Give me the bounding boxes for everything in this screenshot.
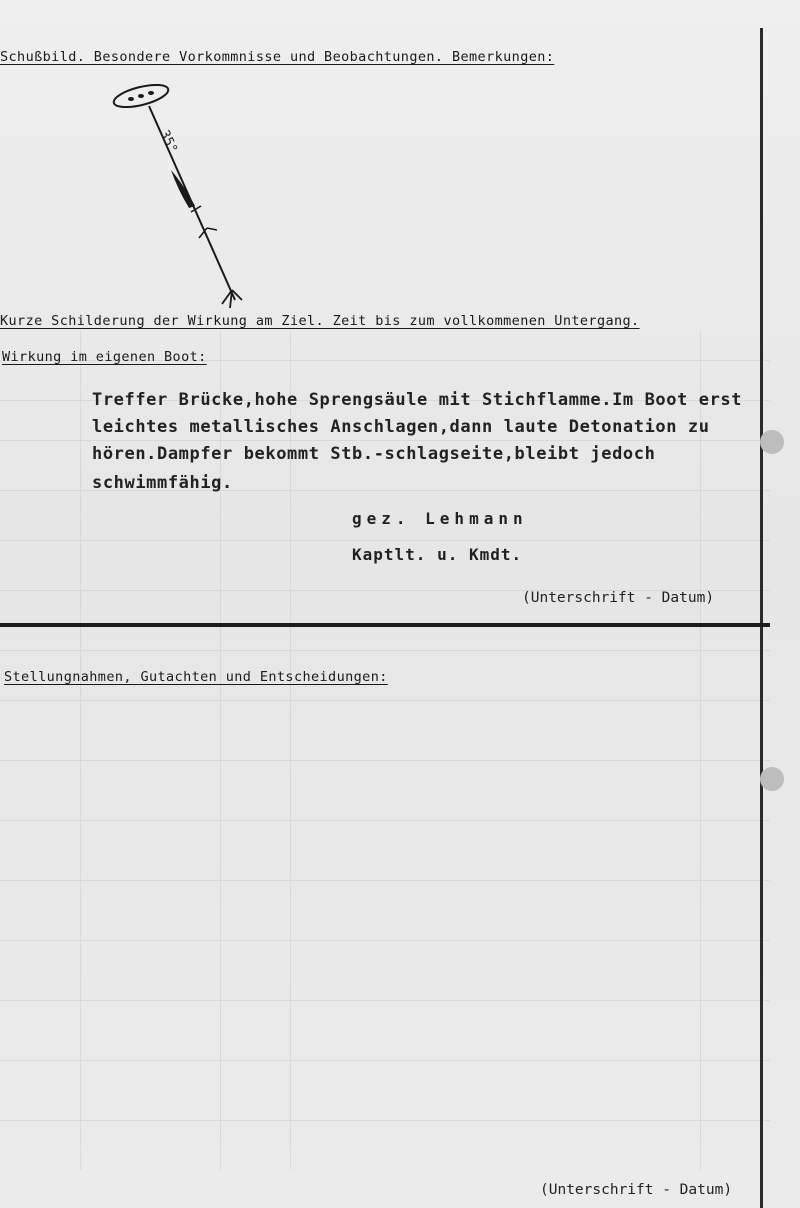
report-line: hören.Dampfer bekommt Stb.-schlagseite,bleibt jedoch bbox=[92, 444, 656, 464]
signed-by: gez. Lehmann bbox=[352, 509, 528, 528]
section-divider bbox=[0, 623, 770, 627]
rank-title: Kaptlt. u. Kmdt. bbox=[352, 545, 523, 564]
report-line: leichtes metallisches Anschlagen,dann laute Detonation zu bbox=[92, 417, 710, 437]
sketch-angle-annotation: 35° bbox=[156, 128, 180, 156]
footer-signature-date-label: (Unterschrift - Datum) bbox=[540, 1182, 733, 1198]
report-line: Treffer Brücke,hohe Sprengsäule mit Stichflamme.Im Boot erst bbox=[92, 390, 743, 410]
torpedo-track-sketch bbox=[105, 78, 265, 313]
page-edge-line bbox=[760, 28, 763, 1208]
heading-effect-target: Kurze Schilderung der Wirkung am Ziel. Zeit bis zum vollkommenen Untergang. bbox=[0, 313, 640, 329]
heading-shot-pattern: Schußbild. Besondere Vorkommnisse und Beobachtungen. Bemerkungen: bbox=[0, 49, 555, 65]
heading-opinions: Stellungnahmen, Gutachten und Entscheidungen: bbox=[4, 669, 388, 685]
signature-date-label: (Unterschrift - Datum) bbox=[522, 590, 715, 606]
punch-hole bbox=[760, 430, 784, 454]
heading-effect-own-boat: Wirkung im eigenen Boot: bbox=[2, 349, 207, 365]
report-line: schwimmfähig. bbox=[92, 473, 233, 493]
punch-hole bbox=[760, 767, 784, 791]
